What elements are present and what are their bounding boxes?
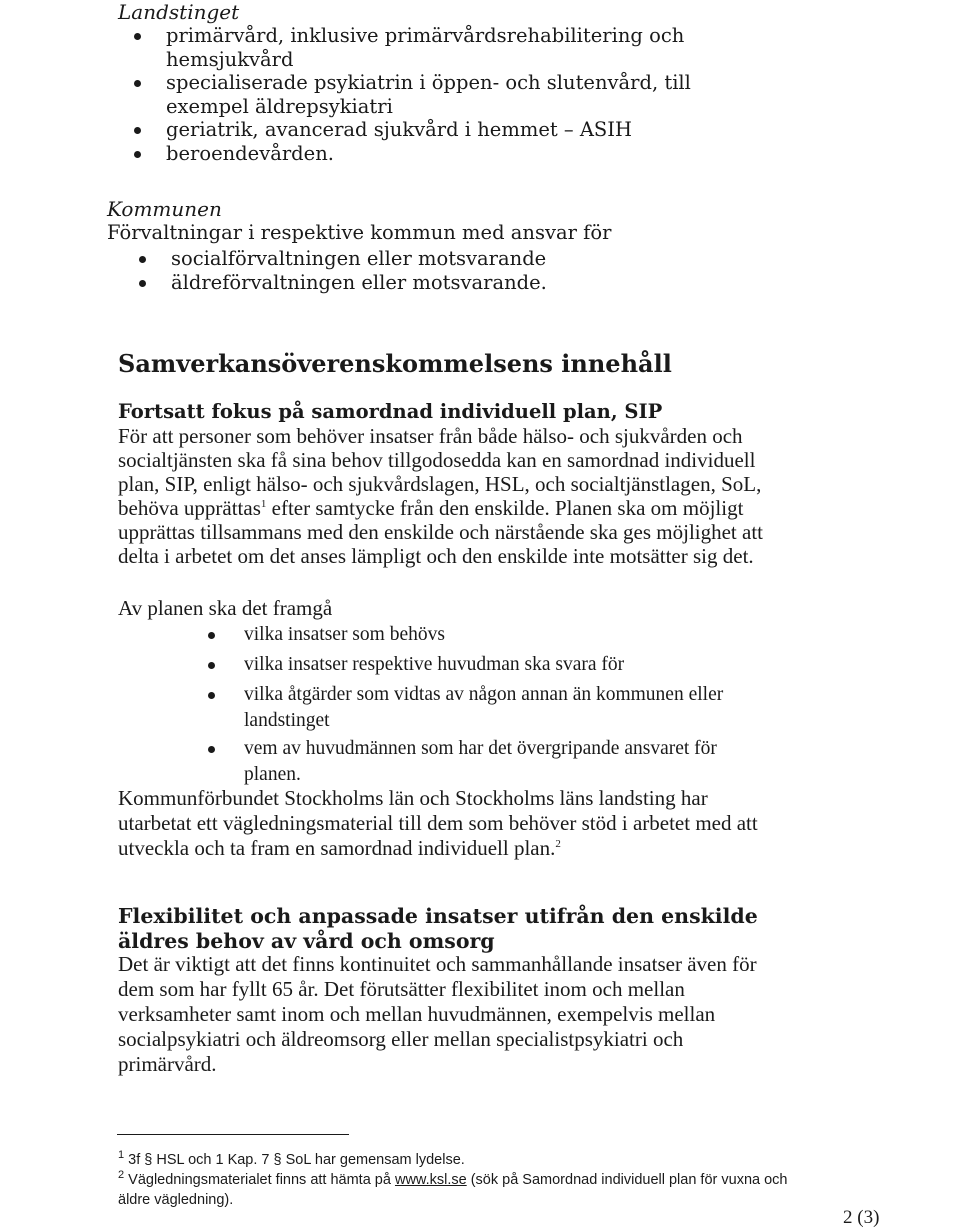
bullet-icon [134, 33, 141, 40]
bullet-icon [139, 280, 146, 287]
sip-list-intro: Av planen ska det framgå [118, 596, 333, 620]
sip-heading: Fortsatt fokus på samordnad individuell plan, SIP [118, 400, 663, 423]
page-number: 2 (3) [843, 1207, 880, 1228]
footnote-ref: 2 [555, 838, 561, 850]
footnote-1: $^1$ 3f § HSL och 1 Kap. 7 § SoL har gemensam lydelse. [118, 1149, 465, 1168]
landstinget-heading: Landstinget [118, 0, 240, 24]
bullet-icon [134, 127, 141, 134]
list-item: primärvård, inklusive primärvårdsrehabilitering och hemsjukvård [132, 24, 752, 71]
bullet-icon [208, 632, 215, 639]
flex-paragraph: Det är viktigt att det finns kontinuitet och sammanhållande insatser även för dem som har fyllt 65 år. Det förutsätter flexibilitet inom och mellan verksamheter samt inom och mellan huvudmännen, exempelvis mellan socialpsykiatri och äldreomsorg eller mellan specialistpsykiatri och primärvård. [118, 952, 757, 1076]
list-item: vem av huvudmännen som har det övergripande ansvaret för planen. [206, 736, 776, 788]
ksl-paragraph: Kommunförbundet Stockholms län och Stockholms läns landsting har utarbetat ett vägledningsmaterial till dem som behöver stöd i arbetet med att utveckla och ta fram en samordnad individuell plan.$^2$ [118, 786, 758, 860]
list-item: geriatrik, avancerad sjukvård i hemmet – ASIH [132, 118, 752, 142]
list-item: vilka insatser respektive huvudman ska svara för [206, 652, 776, 678]
ksl-link[interactable]: www.ksl.se [394, 1172, 467, 1188]
kommunen-intro: Förvaltningar i respektive kommun med ansvar för [107, 221, 612, 244]
bullet-icon [208, 662, 215, 669]
footnote-divider [117, 1134, 349, 1135]
bullet-icon [208, 692, 215, 699]
list-item: vilka åtgärder som vidtas av någon annan än kommunen eller landstinget [206, 682, 776, 734]
bullet-icon [134, 80, 141, 87]
kommunen-list [137, 247, 807, 294]
list-item: beroendevården. [132, 142, 752, 166]
flex-heading: Flexibilitet och anpassade insatser utifrån den enskilde äldres behov av vård och omsorg [118, 904, 758, 953]
list-item: vilka insatser som behövs [206, 622, 776, 648]
footnote-ref: 1 [260, 498, 267, 510]
list-item: specialiserade psykiatrin i öppen- och slutenvård, till exempel äldrepsykiatri [132, 71, 752, 118]
kommunen-heading: Kommunen [107, 197, 222, 221]
landstinget-list [132, 24, 752, 165]
list-item: socialförvaltningen eller motsvarande [137, 247, 807, 271]
bullet-icon [134, 151, 141, 158]
section-title: Samverkansöverenskommelsens innehåll [118, 349, 672, 378]
sip-paragraph: För att personer som behöver insatser från både hälso- och sjukvården och socialtjänsten ska få sina behov tillgodosedda kan en samordnad individuell plan, SIP, enligt hälso- och sjukvårdslagen, HSL, och socialtjänstlagen, SoL, behöva upprättas$^1$ efter samtycke från den enskilde. Planen ska om möjligt upprättas tillsammans med den enskilde och närstående ska ges möjlighet att delta i arbetet om det anses lämpligt och den enskilde inte motsätter sig det. [118, 424, 764, 568]
footnote-2: $^2$ Vägledningsmaterialet finns att hämta på www.ksl.se (sök på Samordnad individuell plan för vuxna och äldre vägledning). [118, 1169, 788, 1208]
kommunen-section [107, 197, 807, 294]
sip-list [206, 622, 776, 788]
bullet-icon [139, 256, 146, 263]
list-item: äldreförvaltningen eller motsvarande. [137, 271, 807, 295]
landstinget-section [118, 0, 818, 165]
bullet-icon [208, 746, 215, 753]
